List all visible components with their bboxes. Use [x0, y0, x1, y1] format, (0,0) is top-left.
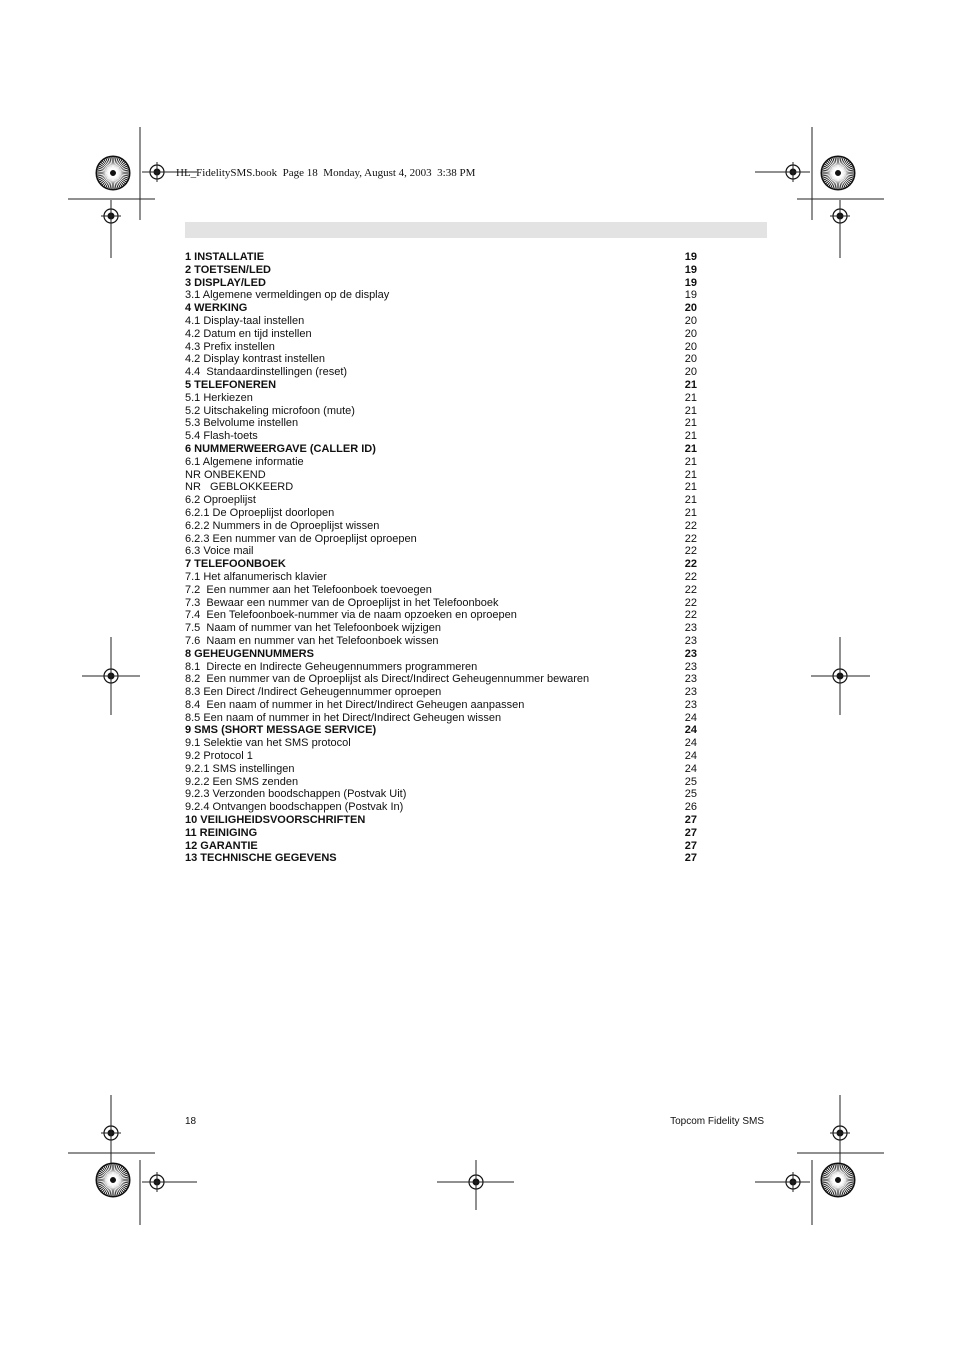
toc-entry-page: 22 [684, 570, 697, 583]
toc-entry[interactable] [185, 430, 697, 443]
toc-entry-page: 22 [684, 532, 697, 545]
toc-entry-label: 7 TELEFOONBOEK [185, 558, 286, 571]
toc-entry-page: 27 [684, 839, 697, 852]
toc-entry-page: 21 [684, 455, 697, 468]
toc-entry-page: 20 [684, 353, 697, 366]
toc-entry[interactable] [185, 673, 697, 686]
toc-entry[interactable] [185, 520, 697, 533]
toc-entry[interactable] [185, 801, 697, 814]
toc-entry-page: 19 [684, 263, 697, 276]
toc-entry[interactable] [185, 712, 697, 725]
toc-entry[interactable] [185, 507, 697, 520]
toc-entry-label: 7.5 Naam of nummer van het Telefoonboek wijzigen [185, 622, 441, 635]
toc-entry-label: 7.4 Een Telefoonboek-nummer via de naam opzoeken en oproepen [185, 609, 517, 622]
toc-entry-label: 4.1 Display-taal instellen [185, 314, 305, 327]
toc-entry-label: 5.1 Herkiezen [185, 391, 253, 404]
toc-entry-label: 9 SMS (SHORT MESSAGE SERVICE) [185, 724, 377, 737]
toc-entry-page: 21 [684, 494, 697, 507]
toc-entry[interactable] [185, 289, 697, 302]
toc-entry[interactable] [185, 737, 697, 750]
toc-entry[interactable] [185, 622, 697, 635]
toc-entry-page: 23 [684, 660, 697, 673]
toc-entry[interactable] [185, 609, 697, 622]
toc-entry[interactable] [185, 827, 697, 840]
toc-entry-label: 11 REINIGING [185, 826, 258, 839]
toc-entry-label: 8.2 Een nummer van de Oproeplijst als Direct/Indirect Geheugennummer bewaren [185, 673, 590, 686]
toc-entry-label: 5.2 Uitschakeling microfoon (mute) [185, 404, 355, 417]
toc-entry-page: 22 [684, 545, 697, 558]
toc-entry-label: 4.2 Display kontrast instellen [185, 353, 326, 366]
toc-entry[interactable] [185, 558, 697, 571]
toc-entry-page: 20 [684, 314, 697, 327]
toc-entry-label: 8.5 Een naam of nummer in het Direct/Indirect Geheugen wissen [185, 711, 502, 724]
toc-entry[interactable] [185, 302, 697, 315]
toc-entry-page: 24 [684, 737, 697, 750]
toc-entry[interactable] [185, 481, 697, 494]
toc-entry[interactable] [185, 341, 697, 354]
toc-entry-label: 8.4 Een naam of nummer in het Direct/Indirect Geheugen aanpassen [185, 698, 525, 711]
toc-entry-label: 5 TELEFONEREN [185, 378, 277, 391]
toc-entry-page: 20 [684, 340, 697, 353]
toc-entry-label: 2 TOETSEN/LED [185, 263, 271, 276]
toc-entry[interactable] [185, 443, 697, 456]
toc-entry-page: 27 [684, 826, 697, 839]
toc-entry-label: 7.3 Bewaar een nummer van de Oproeplijst in het Telefoonboek [185, 596, 499, 609]
toc-entry-page: 22 [684, 558, 697, 571]
toc-entry-label: 12 GARANTIE [185, 839, 258, 852]
toc-entry-page: 21 [684, 442, 697, 455]
print-slug: HL_FidelitySMS.book Page 18 Monday, August 4, 2003 3:38 PM [176, 167, 476, 179]
toc-entry-page: 23 [684, 622, 697, 635]
toc-entry-label: 6.2.2 Nummers in de Oproeplijst wissen [185, 519, 380, 532]
toc-entry[interactable] [185, 494, 697, 507]
toc-entry-page: 21 [684, 506, 697, 519]
toc-entry-label: 6.1 Algemene informatie [185, 455, 304, 468]
toc-entry[interactable] [185, 251, 697, 264]
toc-entry[interactable] [185, 635, 697, 648]
toc-entry[interactable] [185, 456, 697, 469]
toc-entry[interactable] [185, 661, 697, 674]
toc-entry-page: 22 [684, 609, 697, 622]
toc-entry-page: 22 [684, 583, 697, 596]
toc-entry-label: 3.1 Algemene vermeldingen op de display [185, 289, 390, 302]
toc-entry-label: 13 TECHNISCHE GEGEVENS [185, 852, 337, 865]
toc-entry[interactable] [185, 353, 697, 366]
toc-entry-page: 21 [684, 391, 697, 404]
toc-entry-label: 9.2.2 Een SMS zenden [185, 775, 299, 788]
toc-entry-page: 23 [684, 647, 697, 660]
toc-entry-page: 19 [684, 251, 697, 263]
toc-entry[interactable] [185, 648, 697, 661]
toc-entry[interactable] [185, 597, 697, 610]
toc-entry-page: 20 [684, 366, 697, 379]
toc-entry-page: 24 [684, 750, 697, 763]
header-bar [185, 222, 767, 238]
toc-entry-label: 8.3 Een Direct /Indirect Geheugennummer oproepen [185, 686, 442, 699]
toc-entry-label: 4 WERKING [185, 302, 248, 315]
toc-entry-label: 8 GEHEUGENNUMMERS [185, 647, 314, 660]
toc-entry-page: 23 [684, 673, 697, 686]
toc-entry-page: 23 [684, 634, 697, 647]
toc-entry-page: 20 [684, 327, 697, 340]
toc-entry-label: 4.2 Datum en tijd instellen [185, 327, 312, 340]
toc-entry-page: 20 [684, 302, 697, 315]
toc-entry-page: 23 [684, 686, 697, 699]
toc-entry-label: 9.2 Protocol 1 [185, 750, 253, 763]
toc-entry-label: 5.4 Flash-toets [185, 430, 258, 443]
toc-entry-label: 4.4 Standaardinstellingen (reset) [185, 366, 348, 379]
toc-entry-label: 5.3 Belvolume instellen [185, 417, 299, 430]
toc-entry[interactable] [185, 750, 697, 763]
toc-entry-label: 6.2 Oproeplijst [185, 494, 256, 507]
toc-entry-page: 22 [684, 519, 697, 532]
toc-entry-page: 23 [684, 698, 697, 711]
toc-entry[interactable] [185, 699, 697, 712]
toc-entry-page: 21 [684, 430, 697, 443]
toc-entry[interactable] [185, 584, 697, 597]
toc-entry-label: 7.2 Een nummer aan het Telefoonboek toevoegen [185, 583, 432, 596]
toc-entry[interactable] [185, 405, 697, 418]
toc-entry[interactable] [185, 315, 697, 328]
toc-entry-page: 25 [684, 775, 697, 788]
toc-entry[interactable] [185, 277, 697, 290]
toc-entry-label: 9.2.4 Ontvangen boodschappen (Postvak In) [185, 801, 404, 814]
toc-entry-page: 27 [684, 814, 697, 827]
toc-entry[interactable] [185, 852, 697, 865]
toc-entry-page: 21 [684, 378, 697, 391]
toc-entry-label: 3 DISPLAY/LED [185, 276, 266, 289]
toc-entry-page: 21 [684, 468, 697, 481]
toc-entry-label: 7.6 Naam en nummer van het Telefoonboek wissen [185, 634, 439, 647]
toc-entry-page: 21 [684, 481, 697, 494]
toc-entry-label: 8.1 Directe en Indirecte Geheugennummers programmeren [185, 660, 478, 673]
toc-entry[interactable] [185, 545, 697, 558]
toc-entry-label: 6.2.1 De Oproeplijst doorlopen [185, 506, 335, 519]
toc-entry-page: 22 [684, 596, 697, 609]
toc-entry-label: 6 NUMMERWEERGAVE (CALLER ID) [185, 442, 376, 455]
toc-entry-label: NR GEBLOKKEERD [185, 481, 294, 494]
toc-entry-page: 21 [684, 417, 697, 430]
toc-entry-page: 19 [684, 276, 697, 289]
toc-entry[interactable] [185, 763, 697, 776]
toc-entry-page: 21 [684, 404, 697, 417]
footer-page-number: 18 [185, 1116, 197, 1127]
toc-entry-label: NR ONBEKEND [185, 468, 266, 481]
toc-entry[interactable] [185, 469, 697, 482]
toc-entry-page: 27 [684, 852, 697, 865]
toc-entry-label: 6.3 Voice mail [185, 545, 254, 558]
toc-entry-page: 24 [684, 711, 697, 724]
toc-entry-label: 4.3 Prefix instellen [185, 340, 275, 353]
toc-entry[interactable] [185, 724, 697, 737]
toc-entry[interactable] [185, 264, 697, 277]
toc-entry[interactable] [185, 686, 697, 699]
toc-entry-page: 26 [684, 801, 697, 814]
toc-entry[interactable] [185, 533, 697, 546]
toc-entry-label: 6.2.3 Een nummer van de Oproeplijst oproepen [185, 532, 417, 545]
toc-entry[interactable] [185, 840, 697, 853]
toc-entry[interactable] [185, 366, 697, 379]
toc-entry-label: 10 VEILIGHEIDSVOORSCHRIFTEN [185, 814, 366, 827]
toc-entry[interactable] [185, 776, 697, 789]
toc-entry-page: 24 [684, 724, 697, 737]
toc-entry[interactable] [185, 814, 697, 827]
toc-entry-label: 7.1 Het alfanumerisch klavier [185, 570, 327, 583]
footer-product-name: Topcom Fidelity SMS [670, 1116, 764, 1127]
table-of-contents [185, 251, 697, 865]
toc-entry-label: 1 INSTALLATIE [185, 251, 265, 263]
toc-entry-page: 25 [684, 788, 697, 801]
toc-entry[interactable] [185, 328, 697, 341]
toc-entry[interactable] [185, 417, 697, 430]
toc-entry[interactable] [185, 788, 697, 801]
toc-entry[interactable] [185, 392, 697, 405]
toc-entry[interactable] [185, 571, 697, 584]
toc-entry-label: 9.2.1 SMS instellingen [185, 762, 295, 775]
toc-entry[interactable] [185, 379, 697, 392]
toc-entry-page: 19 [684, 289, 697, 302]
toc-entry-label: 9.1 Selektie van het SMS protocol [185, 737, 351, 750]
toc-entry-page: 24 [684, 762, 697, 775]
toc-entry-label: 9.2.3 Verzonden boodschappen (Postvak Uit) [185, 788, 407, 801]
